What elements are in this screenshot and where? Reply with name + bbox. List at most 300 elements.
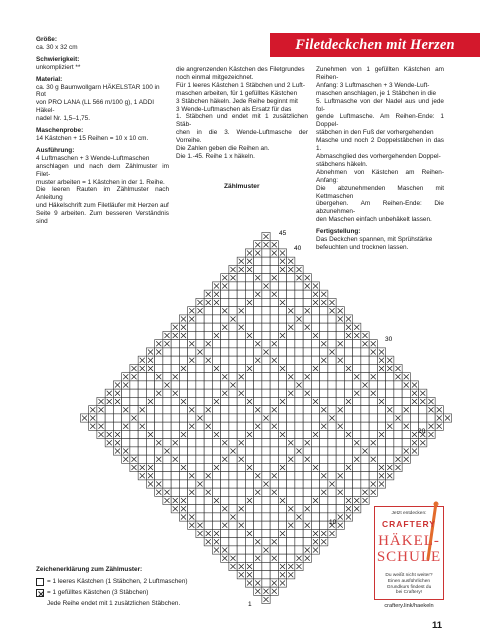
empty-box [287,513,295,521]
empty-box [245,414,253,422]
empty-box [303,290,311,298]
empty-box [212,323,220,331]
empty-box [287,430,295,438]
empty-box [122,389,130,397]
empty-box [130,430,138,438]
empty-box [361,480,369,488]
empty-box [262,249,270,257]
empty-box [254,389,262,397]
empty-box [311,406,319,414]
execution-line: 4 Luftmaschen + 3 Wende-Luftmaschen [36,154,150,162]
empty-box [328,315,336,323]
empty-box [245,274,253,282]
promo-line: bei Craftery! [395,590,423,596]
empty-box [287,397,295,405]
empty-box [179,488,187,496]
empty-box [270,307,278,315]
execution-line: muster arbeiten = 1 Kästchen in der 1. Reihe. [36,178,165,186]
shaping-line: stäbchens häkeln. [316,160,368,168]
empty-box [328,406,336,414]
empty-box [353,430,361,438]
empty-box [229,373,237,381]
empty-box [287,554,295,562]
empty-box [155,414,163,422]
empty-box [179,422,187,430]
empty-box [311,488,319,496]
empty-box [204,397,212,405]
empty-box [287,348,295,356]
page-number: 11 [432,620,443,631]
empty-box [270,348,278,356]
empty-box [204,331,212,339]
empty-box [270,513,278,521]
empty-box [328,488,336,496]
empty-box [270,373,278,381]
empty-box [386,389,394,397]
empty-box [295,538,303,546]
empty-box [171,480,179,488]
empty-box [262,307,270,315]
empty-box [303,447,311,455]
empty-box [254,315,262,323]
empty-box [188,373,196,381]
empty-box [377,406,385,414]
empty-box [320,505,328,513]
empty-box [146,447,154,455]
empty-box [212,414,220,422]
difficulty-value: unkompliziert ** [36,63,81,71]
empty-box [245,538,253,546]
empty-box [146,389,154,397]
empty-box [270,257,278,265]
empty-box [130,447,138,455]
empty-box [328,389,336,397]
empty-box [336,496,344,504]
empty-box [155,472,163,480]
empty-box [245,554,253,562]
empty-box [270,315,278,323]
empty-box [386,414,394,422]
empty-box [320,315,328,323]
empty-box [353,488,361,496]
empty-box [287,315,295,323]
empty-box [270,364,278,372]
empty-box [344,447,352,455]
empty-box [245,348,253,356]
empty-box [336,373,344,381]
empty-box [303,340,311,348]
empty-box [328,472,336,480]
empty-box [204,315,212,323]
empty-box [278,422,286,430]
empty-box [196,331,204,339]
promo-text [375,573,443,596]
empty-box [105,422,113,430]
empty-box [254,331,262,339]
empty-box [295,307,303,315]
empty-box [328,373,336,381]
empty-box [336,414,344,422]
empty-box [295,331,303,339]
empty-box [204,455,212,463]
empty-box [278,414,286,422]
empty-box [212,422,220,430]
empty-box [287,447,295,455]
empty-box [311,521,319,529]
empty-box [336,430,344,438]
empty-box [229,422,237,430]
empty-box [369,364,377,372]
empty-box [311,505,319,513]
empty-box [278,480,286,488]
empty-box [270,455,278,463]
empty-square-icon [36,578,44,586]
empty-box [237,422,245,430]
empty-box [361,364,369,372]
empty-box [229,389,237,397]
empty-box [377,414,385,422]
empty-box [262,538,270,546]
empty-box [311,340,319,348]
empty-box [130,381,138,389]
empty-box [303,488,311,496]
empty-box [303,331,311,339]
empty-box [320,331,328,339]
empty-box [212,373,220,381]
empty-box [229,430,237,438]
chart-title: Zählmuster [224,183,260,190]
empty-box [229,307,237,315]
empty-box [278,356,286,364]
empty-box [262,439,270,447]
empty-box [204,348,212,356]
empty-box [262,397,270,405]
empty-box [237,298,245,306]
empty-box [262,406,270,414]
empty-box [278,472,286,480]
execution-line: Die leeren Rauten im Zählmuster nach Anleitung [36,186,169,202]
empty-box [254,414,262,422]
empty-box [254,463,262,471]
empty-box [303,397,311,405]
promo-name-line: HÄKEL- [378,533,440,549]
empty-box [386,447,394,455]
empty-box [287,529,295,537]
empty-box [196,422,204,430]
empty-box [303,364,311,372]
empty-box [295,340,303,348]
empty-box [229,529,237,537]
empty-box [237,430,245,438]
empty-box [320,513,328,521]
empty-box [171,430,179,438]
empty-box [130,406,138,414]
empty-box [229,488,237,496]
empty-box [221,315,229,323]
empty-box [245,315,253,323]
instruction-line: Für 1 leeres Kästchen 1 Stäbchen und 2 Luft- [176,81,305,89]
empty-box [287,488,295,496]
empty-box [245,340,253,348]
empty-box [386,455,394,463]
empty-box [394,422,402,430]
empty-box [377,455,385,463]
empty-box [204,463,212,471]
empty-box [278,290,286,298]
empty-box [229,546,237,554]
empty-box [105,414,113,422]
empty-box [179,472,187,480]
material-line: nadel Nr. 1,5–1,75. [36,115,91,123]
empty-box [130,397,138,405]
empty-box [311,348,319,356]
empty-box [353,340,361,348]
shaping-line: Die abzunehmenden Maschen mit Kettmaschen [316,184,444,200]
empty-box [171,447,179,455]
empty-box [196,315,204,323]
empty-box [188,381,196,389]
empty-box [155,430,163,438]
empty-box [336,480,344,488]
empty-box [402,439,410,447]
empty-box [353,348,361,356]
empty-box [155,364,163,372]
empty-box [245,406,253,414]
empty-box [188,389,196,397]
empty-box [270,265,278,273]
empty-box [328,364,336,372]
empty-box [278,323,286,331]
empty-box [353,356,361,364]
empty-box [262,265,270,273]
empty-box [221,472,229,480]
empty-box [278,538,286,546]
empty-box [254,455,262,463]
empty-box [311,307,319,315]
shaping-line: 5. Luftmasche von der Nadel aus und jede fol- [316,97,444,113]
empty-box [179,480,187,488]
empty-box [336,364,344,372]
empty-box [196,373,204,381]
empty-box [287,480,295,488]
empty-box [287,274,295,282]
empty-box [270,546,278,554]
empty-box [303,496,311,504]
empty-box [196,513,204,521]
craftery-promo[interactable] [374,506,444,614]
empty-box [196,389,204,397]
empty-box [237,348,245,356]
empty-box [171,348,179,356]
empty-box [171,397,179,405]
empty-box [303,529,311,537]
empty-box [254,529,262,537]
empty-box [113,422,121,430]
empty-box [320,463,328,471]
empty-box [377,439,385,447]
empty-box [287,422,295,430]
empty-box [295,356,303,364]
empty-box [204,513,212,521]
empty-box [336,389,344,397]
empty-box [229,406,237,414]
empty-box [229,356,237,364]
empty-box [262,455,270,463]
instruction-line: 3 Wende-Luftmaschen als Ersatz für das [176,105,292,113]
empty-box [369,414,377,422]
empty-box [171,340,179,348]
empty-box [262,496,270,504]
empty-box [221,298,229,306]
empty-box [344,414,352,422]
empty-box [328,422,336,430]
empty-box [245,480,253,488]
empty-box [171,381,179,389]
empty-box [328,455,336,463]
empty-box [320,323,328,331]
empty-box [229,414,237,422]
empty-box [394,430,402,438]
empty-box [188,414,196,422]
empty-box [270,298,278,306]
empty-box [254,562,262,570]
empty-box [328,340,336,348]
empty-box [179,348,187,356]
empty-box [229,505,237,513]
empty-box [278,307,286,315]
empty-box [262,505,270,513]
empty-box [353,447,361,455]
empty-box [221,406,229,414]
empty-box [237,546,245,554]
empty-box [146,381,154,389]
empty-box [303,381,311,389]
gauge-value: 14 Kästchen + 15 Reihen = 10 x 10 cm. [36,134,149,142]
empty-box [155,463,163,471]
empty-box [237,397,245,405]
empty-box [262,340,270,348]
empty-box [320,430,328,438]
empty-box [163,422,171,430]
empty-box [188,323,196,331]
empty-box [278,373,286,381]
shaping-line: Zunehmen von 1 gefüllten Kästchen am Reihen- [316,66,444,81]
empty-box [229,439,237,447]
empty-box [262,331,270,339]
empty-box [254,447,262,455]
empty-box [270,463,278,471]
empty-box [278,455,286,463]
empty-box [278,554,286,562]
empty-box [353,397,361,405]
empty-box [295,472,303,480]
filled-square-icon [36,589,44,597]
empty-box [221,463,229,471]
empty-box [188,348,196,356]
empty-box [287,496,295,504]
empty-box [146,373,154,381]
empty-box [361,356,369,364]
empty-box [344,356,352,364]
empty-box [196,323,204,331]
empty-box [245,356,253,364]
empty-box [254,265,262,273]
empty-box [303,472,311,480]
difficulty-heading: Schwierigkeit: [36,55,80,63]
empty-box [287,406,295,414]
empty-box [155,397,163,405]
finishing-line: Das Deckchen spannen, mit Sprühstärke [316,236,433,244]
empty-box [377,373,385,381]
promo-top: Jetzt entdecken: [391,511,427,516]
shaping-line: maschen anschlagen, je 1 Stäbchen in die [316,89,437,97]
empty-box [344,488,352,496]
empty-box [262,315,270,323]
empty-box [245,546,253,554]
shaping-line: den Maschen einfach unbehäkelt lassen. [316,216,432,224]
empty-box [278,406,286,414]
empty-box [303,538,311,546]
empty-box [287,414,295,422]
empty-box [204,496,212,504]
empty-box [287,290,295,298]
empty-box [320,439,328,447]
empty-box [138,447,146,455]
empty-box [278,389,286,397]
empty-box [369,430,377,438]
empty-box [402,389,410,397]
empty-box [287,538,295,546]
empty-box [122,397,130,405]
empty-box [188,397,196,405]
empty-box [361,389,369,397]
empty-box [245,488,253,496]
empty-box [229,348,237,356]
promo-link[interactable]: craftery.link/haekeln [384,603,434,609]
empty-box [237,538,245,546]
shaping-line: gende Luftmasche. Am Reihen-Ende: 1 Doppel- [316,113,444,129]
empty-box [262,422,270,430]
empty-box [221,538,229,546]
empty-box [328,331,336,339]
empty-box [146,439,154,447]
empty-box [138,414,146,422]
legend-note: Jede Reihe endet mit 1 zusätzlichen Stäbchen. [47,600,181,607]
empty-box [402,414,410,422]
instruction-line: noch einmal mitgezeichnet. [176,73,254,81]
empty-box [262,529,270,537]
empty-box [138,389,146,397]
empty-box [188,331,196,339]
empty-box [221,480,229,488]
empty-box [369,472,377,480]
empty-box [320,364,328,372]
empty-box [212,381,220,389]
empty-box [295,430,303,438]
empty-box [163,348,171,356]
empty-box [303,463,311,471]
empty-box [138,381,146,389]
empty-box [212,439,220,447]
empty-box [303,348,311,356]
empty-box [270,397,278,405]
empty-box [278,274,286,282]
empty-box [353,364,361,372]
empty-box [221,331,229,339]
empty-box [254,323,262,331]
empty-box [303,422,311,430]
empty-box [229,496,237,504]
